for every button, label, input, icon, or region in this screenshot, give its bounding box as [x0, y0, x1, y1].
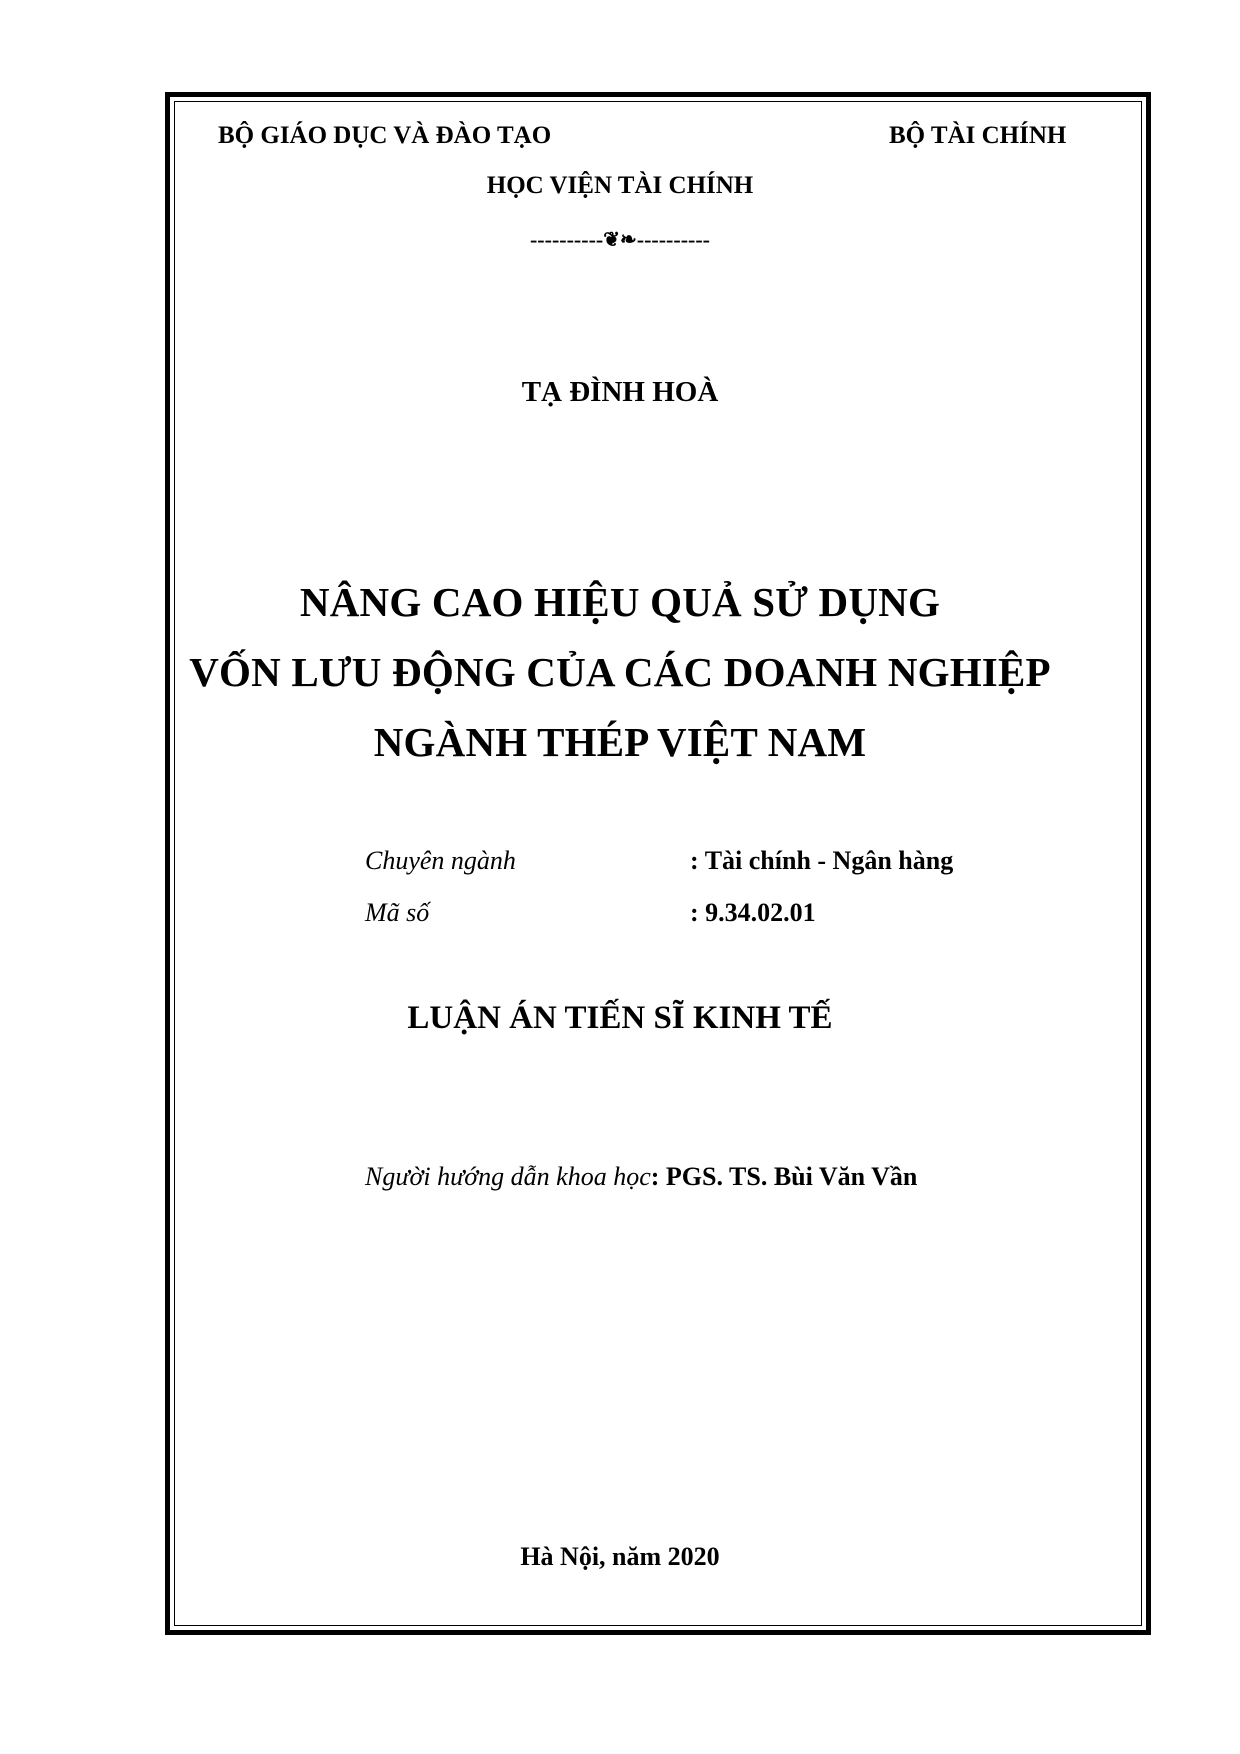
inner-border — [174, 101, 1142, 1626]
decorative-divider — [0, 227, 1240, 253]
advisor-value: : PGS. TS. Bùi Văn Vần — [650, 1162, 918, 1191]
author-name: TẠ ĐÌNH HOÀ — [521, 376, 719, 408]
code-value: : 9.34.02.01 — [690, 898, 816, 927]
advisor-label: Người hướng dẫn khoa học — [365, 1162, 651, 1191]
degree-type: LUẬN ÁN TIẾN SĨ KINH TẾ — [407, 1000, 833, 1036]
advisor-line — [365, 1162, 917, 1192]
divider-dashes-right: ---------- — [636, 227, 711, 252]
place-and-year: Hà Nội, năm 2020 — [520, 1542, 720, 1571]
thesis-title-line-3: NGÀNH THÉP VIỆT NAM — [373, 719, 867, 765]
institution-name: HỌC VIỆN TÀI CHÍNH — [486, 172, 754, 199]
ornament-icon: ❦❧ — [603, 229, 637, 251]
major-value: : Tài chính - Ngân hàng — [690, 846, 954, 875]
thesis-title-line-1: NÂNG CAO HIỆU QUẢ SỬ DỤNG — [299, 579, 941, 625]
ministry-right: BỘ TÀI CHÍNH — [889, 122, 1067, 149]
thesis-title-line-2: VỐN LƯU ĐỘNG CỦA CÁC DOANH NGHIỆP — [189, 649, 1051, 695]
ministry-left: BỘ GIÁO DỤC VÀ ĐÀO TẠO — [218, 122, 552, 149]
major-label: Chuyên ngành — [365, 846, 516, 875]
divider-dashes-left: ---------- — [529, 227, 604, 252]
code-label: Mã số — [365, 898, 430, 927]
